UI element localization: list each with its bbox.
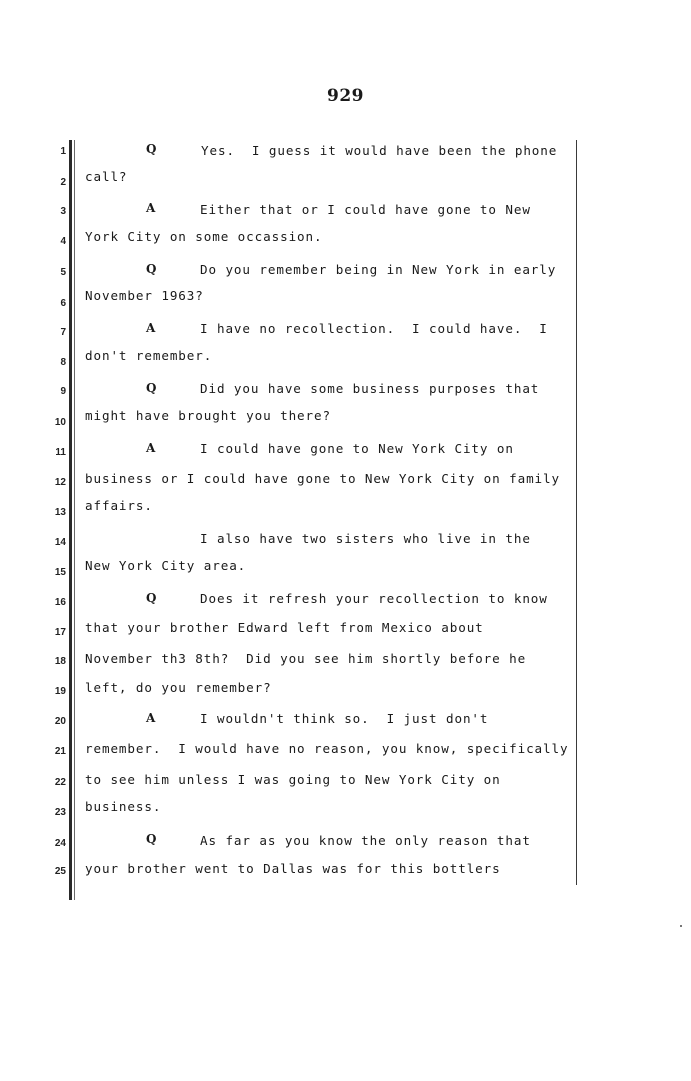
transcript-line: call? bbox=[85, 169, 128, 184]
speaker-label: Q bbox=[146, 832, 157, 846]
line-number: 3 bbox=[60, 206, 66, 217]
line-number: 7 bbox=[60, 327, 66, 338]
transcript-line: might have brought you there? bbox=[85, 408, 331, 423]
transcript-line: I also have two sisters who live in the bbox=[200, 531, 531, 546]
transcript-line: your brother went to Dallas was for this bottlers bbox=[85, 861, 501, 876]
line-number: 16 bbox=[54, 597, 66, 608]
speaker-label: Q bbox=[146, 381, 157, 395]
speaker-label: Q bbox=[146, 262, 157, 276]
line-number: 6 bbox=[60, 298, 66, 309]
transcript-line: to see him unless I was going to New York City on bbox=[85, 772, 501, 787]
line-number: 9 bbox=[60, 386, 66, 397]
transcript-line: affairs. bbox=[85, 498, 153, 513]
left-margin-rule bbox=[69, 140, 72, 900]
line-number: 11 bbox=[55, 447, 66, 458]
transcript-line: remember. I would have no reason, you know, specifically bbox=[85, 741, 569, 756]
transcript-line: business or I could have gone to New York City on family bbox=[85, 471, 560, 486]
transcript-line: Does it refresh your recollection to know bbox=[200, 591, 548, 606]
line-number: 20 bbox=[54, 716, 66, 727]
line-number: 23 bbox=[54, 807, 66, 818]
line-number: 12 bbox=[54, 477, 66, 488]
page-number: 929 bbox=[327, 86, 364, 106]
line-number: 14 bbox=[54, 537, 66, 548]
left-margin-rule-inner bbox=[74, 140, 75, 900]
transcript-line: Either that or I could have gone to New bbox=[200, 202, 531, 217]
line-number: 19 bbox=[54, 686, 66, 697]
line-number: 8 bbox=[60, 357, 66, 368]
transcript-line: left, do you remember? bbox=[85, 680, 272, 695]
right-margin-rule bbox=[576, 140, 577, 885]
speaker-label: Q bbox=[146, 591, 157, 605]
line-number: 5 bbox=[60, 267, 66, 278]
line-number: 10 bbox=[54, 417, 66, 428]
line-number: 21 bbox=[54, 746, 66, 757]
transcript-line: I could have gone to New York City on bbox=[200, 441, 514, 456]
speaker-label: A bbox=[146, 201, 156, 215]
line-number: 4 bbox=[60, 236, 66, 247]
line-number: 25 bbox=[54, 866, 66, 877]
line-number: 1 bbox=[60, 146, 66, 157]
speaker-label: A bbox=[146, 321, 156, 335]
transcript-line: As far as you know the only reason that bbox=[200, 833, 531, 848]
transcript-line: Did you have some business purposes that bbox=[200, 381, 540, 396]
transcript-line: I have no recollection. I could have. I bbox=[200, 321, 548, 336]
transcript-line: Yes. I guess it would have been the phone bbox=[201, 143, 558, 158]
transcript-line: New York City area. bbox=[85, 558, 247, 573]
speaker-label: A bbox=[146, 441, 156, 455]
line-number: 17 bbox=[54, 627, 66, 638]
line-number: 24 bbox=[54, 838, 66, 849]
transcript-line: York City on some occassion. bbox=[85, 229, 323, 244]
transcript-line: that your brother Edward left from Mexico about bbox=[85, 620, 484, 635]
line-number: 18 bbox=[54, 656, 66, 667]
speaker-label: Q bbox=[146, 142, 157, 156]
line-number: 22 bbox=[54, 777, 66, 788]
transcript-line: November 1963? bbox=[85, 288, 204, 303]
transcript-line: I wouldn't think so. I just don't bbox=[200, 711, 489, 726]
transcript-line: November th3 8th? Did you see him shortly before he bbox=[85, 651, 527, 666]
line-number: 13 bbox=[54, 507, 66, 518]
transcript-line: business. bbox=[85, 799, 162, 814]
transcript-line: don't remember. bbox=[85, 348, 213, 363]
scan-speck bbox=[680, 925, 682, 927]
speaker-label: A bbox=[146, 711, 156, 725]
line-number: 2 bbox=[60, 177, 66, 188]
line-number: 15 bbox=[54, 567, 66, 578]
transcript-line: Do you remember being in New York in early bbox=[200, 262, 557, 277]
